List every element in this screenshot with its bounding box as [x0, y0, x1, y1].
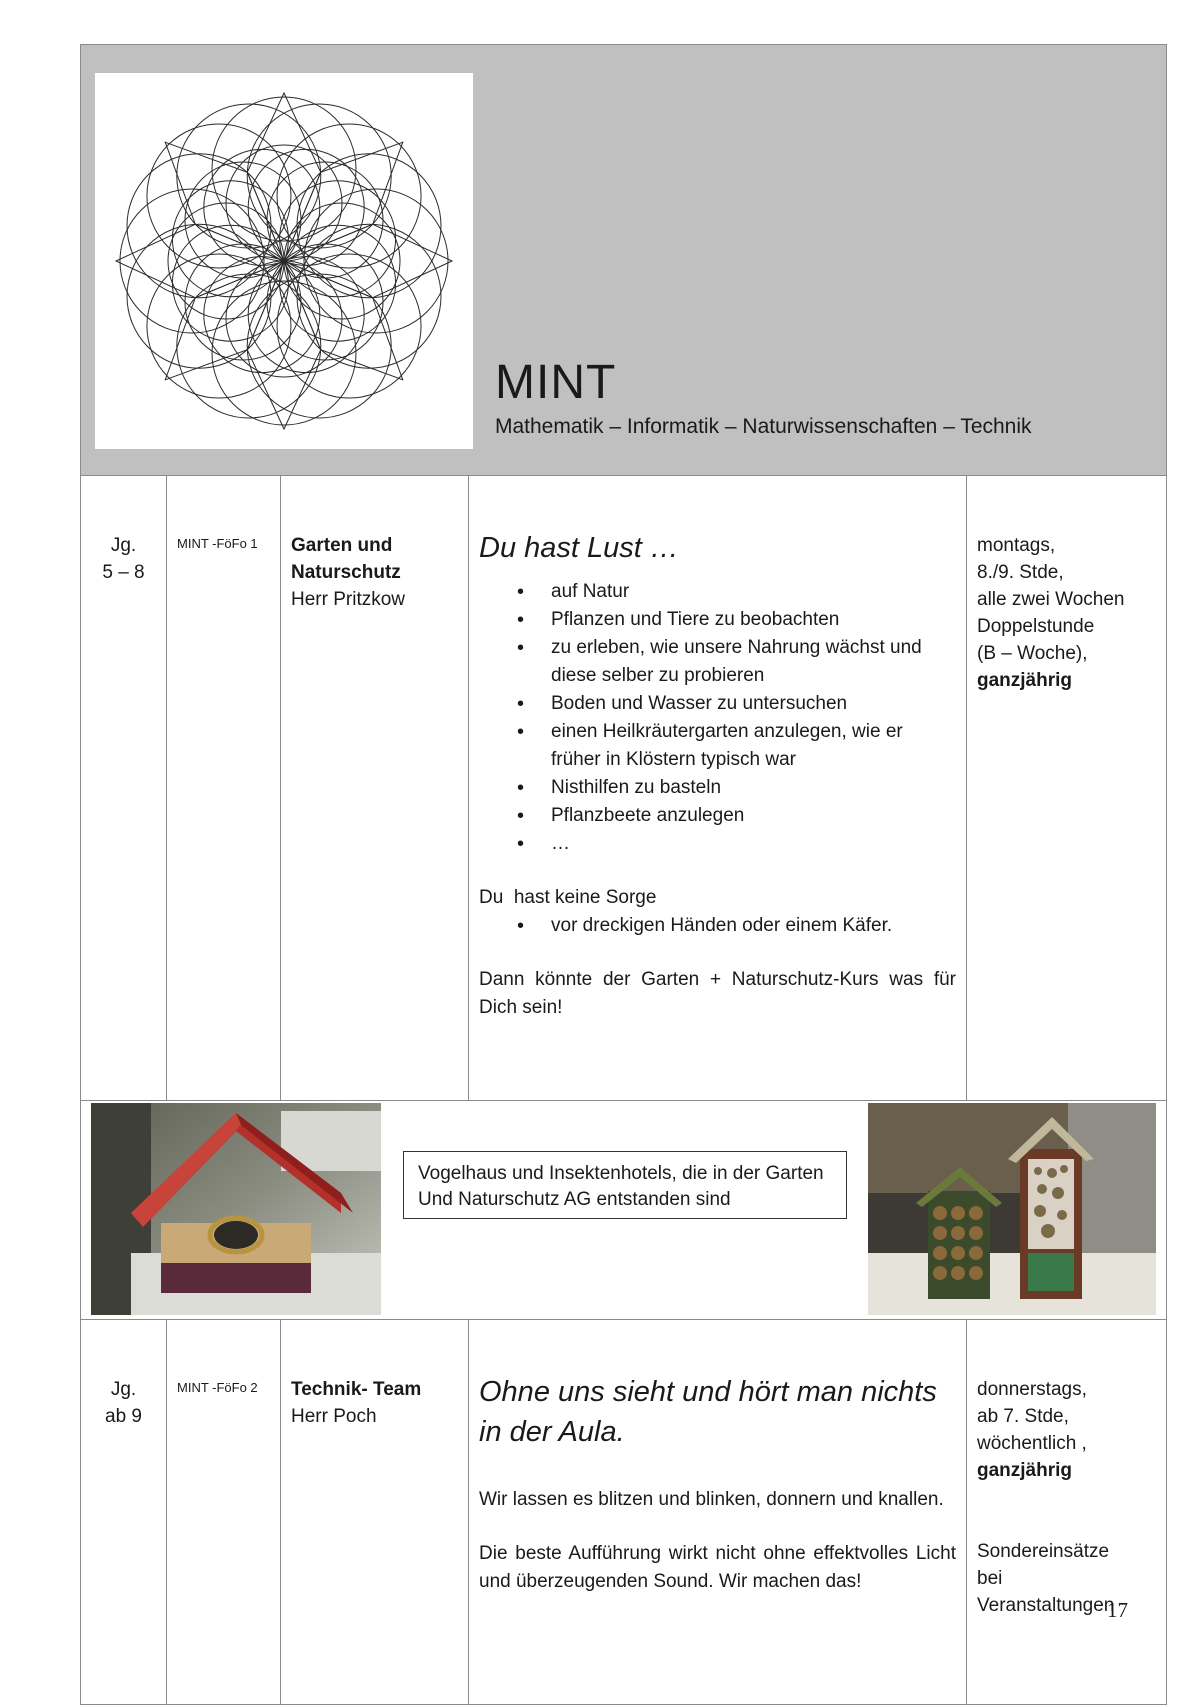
teacher-name: Herr Pritzkow [291, 589, 406, 610]
list-item: • auf Natur [551, 578, 956, 606]
course-title-cell [281, 1320, 469, 1705]
photo-row [81, 1101, 1167, 1320]
list-item: • Nisthilfen zu basteln [551, 774, 956, 802]
schedule-extra-line: bei [977, 1568, 1003, 1589]
course-headline: Ohne uns sieht und hört man nichts in der Aula. [479, 1376, 937, 1448]
grade-range: ab 9 [105, 1406, 142, 1427]
course-paragraph: Wir lassen es blitzen und blinken, donnern und knallen. [479, 1489, 944, 1510]
page-subtitle: Mathematik – Informatik – Naturwissenschaften – Technik [495, 415, 1032, 438]
schedule-line: ab 7. Stde, [977, 1406, 1069, 1427]
page-number: 17 [1107, 1598, 1128, 1622]
course-title-line: Naturschutz [291, 562, 401, 583]
bullet-list [479, 912, 956, 940]
list-item: • Pflanzen und Tiere zu beobachten [551, 606, 956, 634]
schedule-line: wöchentlich , [977, 1433, 1087, 1454]
list-item: • vor dreckigen Händen oder einem Käfer. [551, 912, 956, 940]
schedule-duration: ganzjährig [977, 1460, 1073, 1481]
teacher-name: Herr Poch [291, 1406, 377, 1427]
course-description [469, 1320, 967, 1705]
bullet-list [479, 578, 956, 858]
page-title: MINT [495, 356, 617, 409]
course-table [80, 44, 1167, 1705]
course-title-line: Garten und [291, 535, 393, 556]
list-item: • … [551, 830, 956, 858]
list-item: • einen Heilkräutergarten anzulegen, wie er früher in Klöstern typisch war [551, 718, 956, 774]
course-code: MINT -FöFo 1 [167, 476, 281, 1101]
schedule-cell [967, 1320, 1167, 1705]
grade-range: 5 – 8 [102, 562, 145, 583]
grade-cell [81, 476, 167, 1101]
schedule-line: (B – Woche), [977, 643, 1088, 664]
insect-hotel-photo [868, 1103, 1156, 1315]
list-item: • Pflanzbeete anzulegen [551, 802, 956, 830]
list-item: • zu erleben, wie unsere Nahrung wächst und diese selber zu probieren [551, 634, 956, 690]
course-code: MINT -FöFo 2 [167, 1320, 281, 1705]
course-headline: Du hast Lust … [479, 532, 679, 564]
closing-text: Dann könnte der Garten + Naturschutz-Kurs was für Dich sein! [479, 969, 956, 1018]
header-banner [81, 45, 1167, 476]
schedule-line: 8./9. Stde, [977, 562, 1064, 583]
schedule-duration: ganzjährig [977, 670, 1073, 691]
schedule-extra-line: Veranstaltungen [977, 1595, 1115, 1616]
schedule-extra-line: Sondereinsätze [977, 1541, 1110, 1562]
rosette-logo-icon [95, 73, 473, 449]
course-title-line: Technik- Team [291, 1379, 422, 1400]
schedule-line: Doppelstunde [977, 616, 1095, 637]
schedule-line: montags, [977, 535, 1056, 556]
course-sheet [80, 44, 1166, 1705]
list-item: • Boden und Wasser zu untersuchen [551, 690, 956, 718]
birdhouse-photo [91, 1103, 381, 1315]
course-title-cell [281, 476, 469, 1101]
grade-prefix: Jg. [110, 535, 137, 556]
grade-cell [81, 1320, 167, 1705]
photo-caption: Vogelhaus und Insektenhotels, die in der Garten Und Naturschutz AG entstanden sind [403, 1151, 847, 1219]
course-paragraph: Die beste Aufführung wirkt nicht ohne effektvolles Licht und überzeugenden Sound. Wir machen das! [479, 1543, 956, 1592]
schedule-cell [967, 476, 1167, 1101]
intro-text: Du hast keine Sorge [479, 887, 657, 908]
schedule-line: donnerstags, [977, 1379, 1087, 1400]
schedule-line: alle zwei Wochen [977, 589, 1125, 610]
grade-prefix: Jg. [110, 1379, 137, 1400]
course-description [469, 476, 967, 1101]
